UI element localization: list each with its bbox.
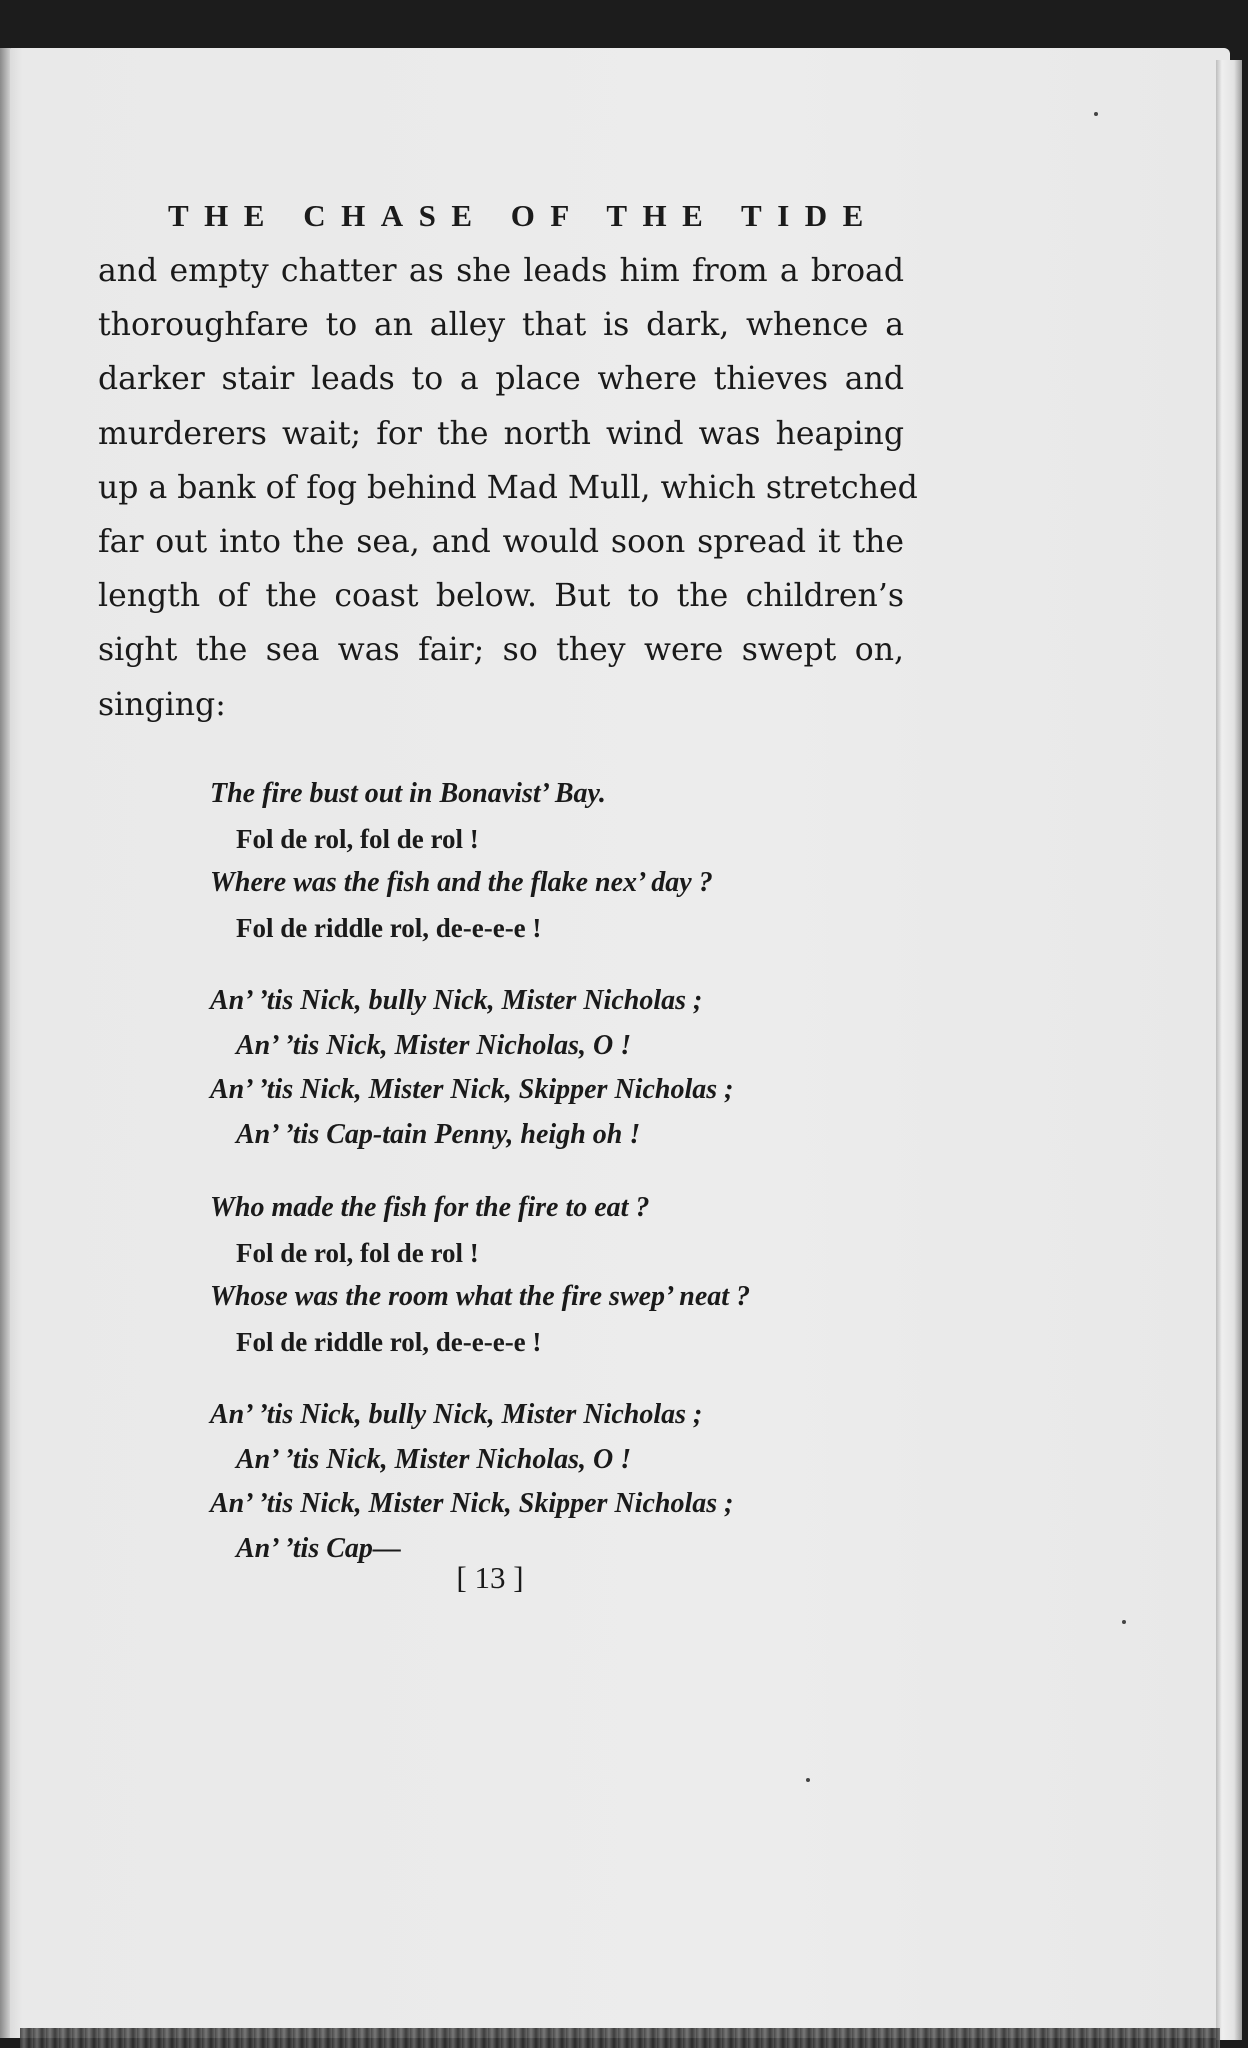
scan-speck xyxy=(806,1778,810,1782)
song-verse xyxy=(210,772,810,1600)
scan-speck xyxy=(1094,112,1098,116)
prose-line: singing: xyxy=(98,686,226,723)
stanza xyxy=(210,1186,810,1364)
stanza xyxy=(210,979,810,1157)
prose-line: darker stair leads to a place where thieves and xyxy=(98,361,904,398)
page-edge xyxy=(1216,60,1242,2040)
verse-line: Where was the fish and the flake nex’ day ? xyxy=(210,867,713,898)
prose-line: far out into the sea, and would soon spread it the xyxy=(98,524,904,561)
prose-line: thoroughfare to an alley that is dark, whence a xyxy=(98,307,904,344)
verse-refrain-line: Fol de riddle rol, de-e-e-e ! xyxy=(236,912,542,943)
verse-refrain-line: Fol de riddle rol, de-e-e-e ! xyxy=(236,1326,542,1357)
stanza xyxy=(210,1393,810,1571)
verse-line: Whose was the room what the fire swep’ neat ? xyxy=(210,1281,751,1312)
stanza xyxy=(210,772,810,950)
chorus-line: An’ ’tis Nick, Mister Nicholas, O ! xyxy=(236,1029,632,1061)
chorus-line: An’ ’tis Nick, Mister Nick, Skipper Nicholas ; xyxy=(210,1488,734,1519)
chorus-line: An’ ’tis Cap-tain Penny, heigh oh ! xyxy=(236,1118,641,1150)
chorus-line: An’ ’tis Nick, bully Nick, Mister Nicholas ; xyxy=(210,985,703,1016)
prose-line: up a bank of fog behind Mad Mull, which stretched xyxy=(98,469,918,506)
chorus-line: An’ ’tis Nick, Mister Nick, Skipper Nicholas ; xyxy=(210,1074,734,1105)
page-number: [ 13 ] xyxy=(456,1560,524,1595)
prose-paragraph xyxy=(98,244,918,732)
verse-line: Who made the fish for the fire to eat ? xyxy=(210,1192,650,1223)
prose-line: length of the coast below. But to the children’s xyxy=(98,578,904,615)
page-gutter-shadow xyxy=(0,48,10,2038)
verse-refrain-line: Fol de rol, fol de rol ! xyxy=(236,1237,479,1268)
chorus-line: An’ ’tis Nick, bully Nick, Mister Nicholas ; xyxy=(210,1399,703,1430)
verse-line: The fire bust out in Bonavist’ Bay. xyxy=(210,778,606,809)
chorus-line: An’ ’tis Cap— xyxy=(236,1532,401,1564)
page-bottom-edge xyxy=(20,2028,1220,2048)
prose-line: and empty chatter as she leads him from a broad xyxy=(98,253,904,289)
scan-speck xyxy=(1122,1620,1126,1624)
verse-refrain-line: Fol de rol, fol de rol ! xyxy=(236,823,479,854)
prose-line: sight the sea was fair; so they were swept on, xyxy=(98,632,904,669)
chorus-line: An’ ’tis Nick, Mister Nicholas, O ! xyxy=(236,1443,632,1475)
prose-line: murderers wait; for the north wind was heaping xyxy=(98,415,904,452)
running-head: THE CHASE OF THE TIDE xyxy=(168,198,879,233)
